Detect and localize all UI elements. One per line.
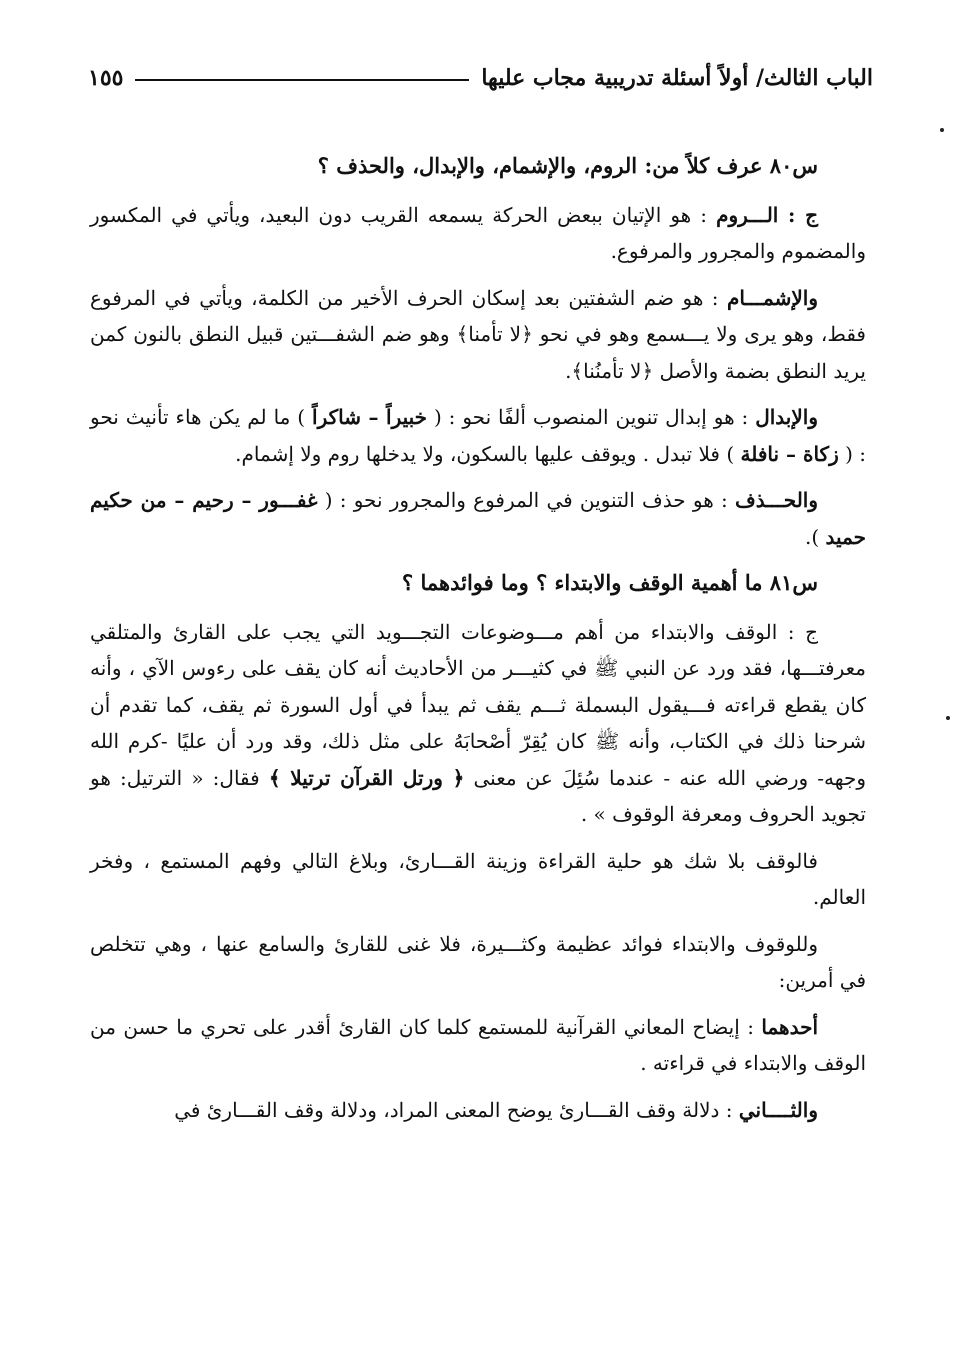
term-ishmam: والإشمـــام xyxy=(727,285,818,310)
term-first: أحدهما xyxy=(761,1014,819,1039)
benefit-second xyxy=(90,1092,866,1129)
answer-rawm xyxy=(90,197,866,270)
answer-81-text: ج : الوقف والابتداء من أهم مـــوضوعات التجـــويد التي يجب على القارئ والمتلقي معرفتـــها، فقد ورد عن النبي ﷺ في كثيـــر من الأحاديث أنه كان يقف على رءوس الآي ، وأنه كان يقطع قراءته فـــيقول البسملة ثـــم يقف ثم يبدأ في أول السورة ثم يقف، كما تقدم أن شرحنا ذلك في الكتاب، وأنه ﷺ كان يُقِرّ أصْحابَهُ على مثل ذلك، وقد ورد أن عليًا -كرم الله وجهه- ورضي الله عنه - عندما سُئِلَ عن معنى xyxy=(90,619,866,790)
definition-hadhf-close: ). xyxy=(805,524,826,549)
answer-ibdal xyxy=(90,399,866,472)
definition-ibdal-part3: ) فلا تبدل . ويوقف عليها بالسكون، ولا يدخلها روم ولا إشمام. xyxy=(235,441,741,466)
example-ibdal-1: خبيراً – شاكراً xyxy=(312,405,428,429)
definition-rawm: : هو الإتيان ببعض الحركة يسمعه القريب دون البعيد، ويأتي في المكسور والمضموم والمجرور والمرفوع. xyxy=(90,202,866,263)
answer-ishmam xyxy=(90,280,866,390)
benefit-first-text: : إيضاح المعاني القرآنية للمستمع كلما كان القارئ أقدر على تحري ما حسن من الوقف والابتداء في قراءته . xyxy=(90,1014,866,1075)
term-rawm: ج : الـــروم xyxy=(716,202,818,227)
page-number: ١٥٥ xyxy=(88,65,124,91)
definition-ibdal-part1: : هو إبدال تنوين المنصوب ألفًا نحو : ( xyxy=(427,405,756,429)
definition-ibdal-part2: ) ما لم يكن هاء تأنيث نحو : ( xyxy=(90,405,866,466)
answer-hadhf xyxy=(90,482,866,555)
header-divider xyxy=(135,79,469,81)
definition-ishmam: : هو ضم الشفتين بعد إسكان الحرف الأخير من الكلمة، ويأتي في المرفوع فقط، وهو يرى ولا يـــسمع وهو في نحو ﴿لا تأمنا﴾ وهو ضم الشفـــتين قبيل النطق بالنون كمن يريد النطق بضمة والأصل ﴿لا تأمنُنا﴾. xyxy=(90,285,866,383)
term-second: والثــــاني xyxy=(738,1097,818,1122)
example-hadhf: غفـــور – رحيم – من حكيم حميد xyxy=(90,488,866,549)
benefit-second-text: : دلالة وقف القـــارئ يوضح المعنى المراد، ودلالة وقف القـــارئ في xyxy=(174,1097,739,1122)
answer-81-text-end: فقال: « الترتيل: هو تجويد الحروف ومعرفة الوقوف » . xyxy=(90,765,866,826)
page-body xyxy=(90,148,866,1138)
verse-quote: ﴿ ورتل القرآن ترتيلا ﴾ xyxy=(268,765,465,790)
answer-81-paragraph-2: فالوقف بلا شك هو حلية القراءة وزينة القـــارئ، وبلاغ التالي وفهم المستمع ، وفخر العالم. xyxy=(90,848,866,909)
question-81: س٨١ ما أهمية الوقف والابتداء ؟ وما فوائدهما ؟ xyxy=(402,570,818,595)
term-hadhf: والحـــذف xyxy=(734,488,818,512)
chapter-title: الباب الثالث/ أولاً أسئلة تدريبية مجاب عليها xyxy=(481,65,873,91)
answer-81-paragraph-1 xyxy=(90,614,866,833)
running-header xyxy=(88,55,873,95)
question-80: س٨٠ عرف كلاً من: الروم، والإشمام، والإبدال، والحذف ؟ xyxy=(317,153,818,178)
term-ibdal: والإبدال xyxy=(755,405,818,429)
example-ibdal-2: زكاة – نافلة xyxy=(740,441,839,466)
scan-speck xyxy=(946,716,950,720)
benefit-first xyxy=(90,1009,866,1082)
answer-81-paragraph-3: وللوقوف والابتداء فوائد عظيمة وكثـــيرة، فلا غنى للقارئ والسامع عنها ، وهي تتخلص في أمرين: xyxy=(90,931,866,992)
scan-speck xyxy=(940,128,944,132)
definition-hadhf: : هو حذف التنوين في المرفوع والمجرور نحو : ( xyxy=(317,488,735,512)
